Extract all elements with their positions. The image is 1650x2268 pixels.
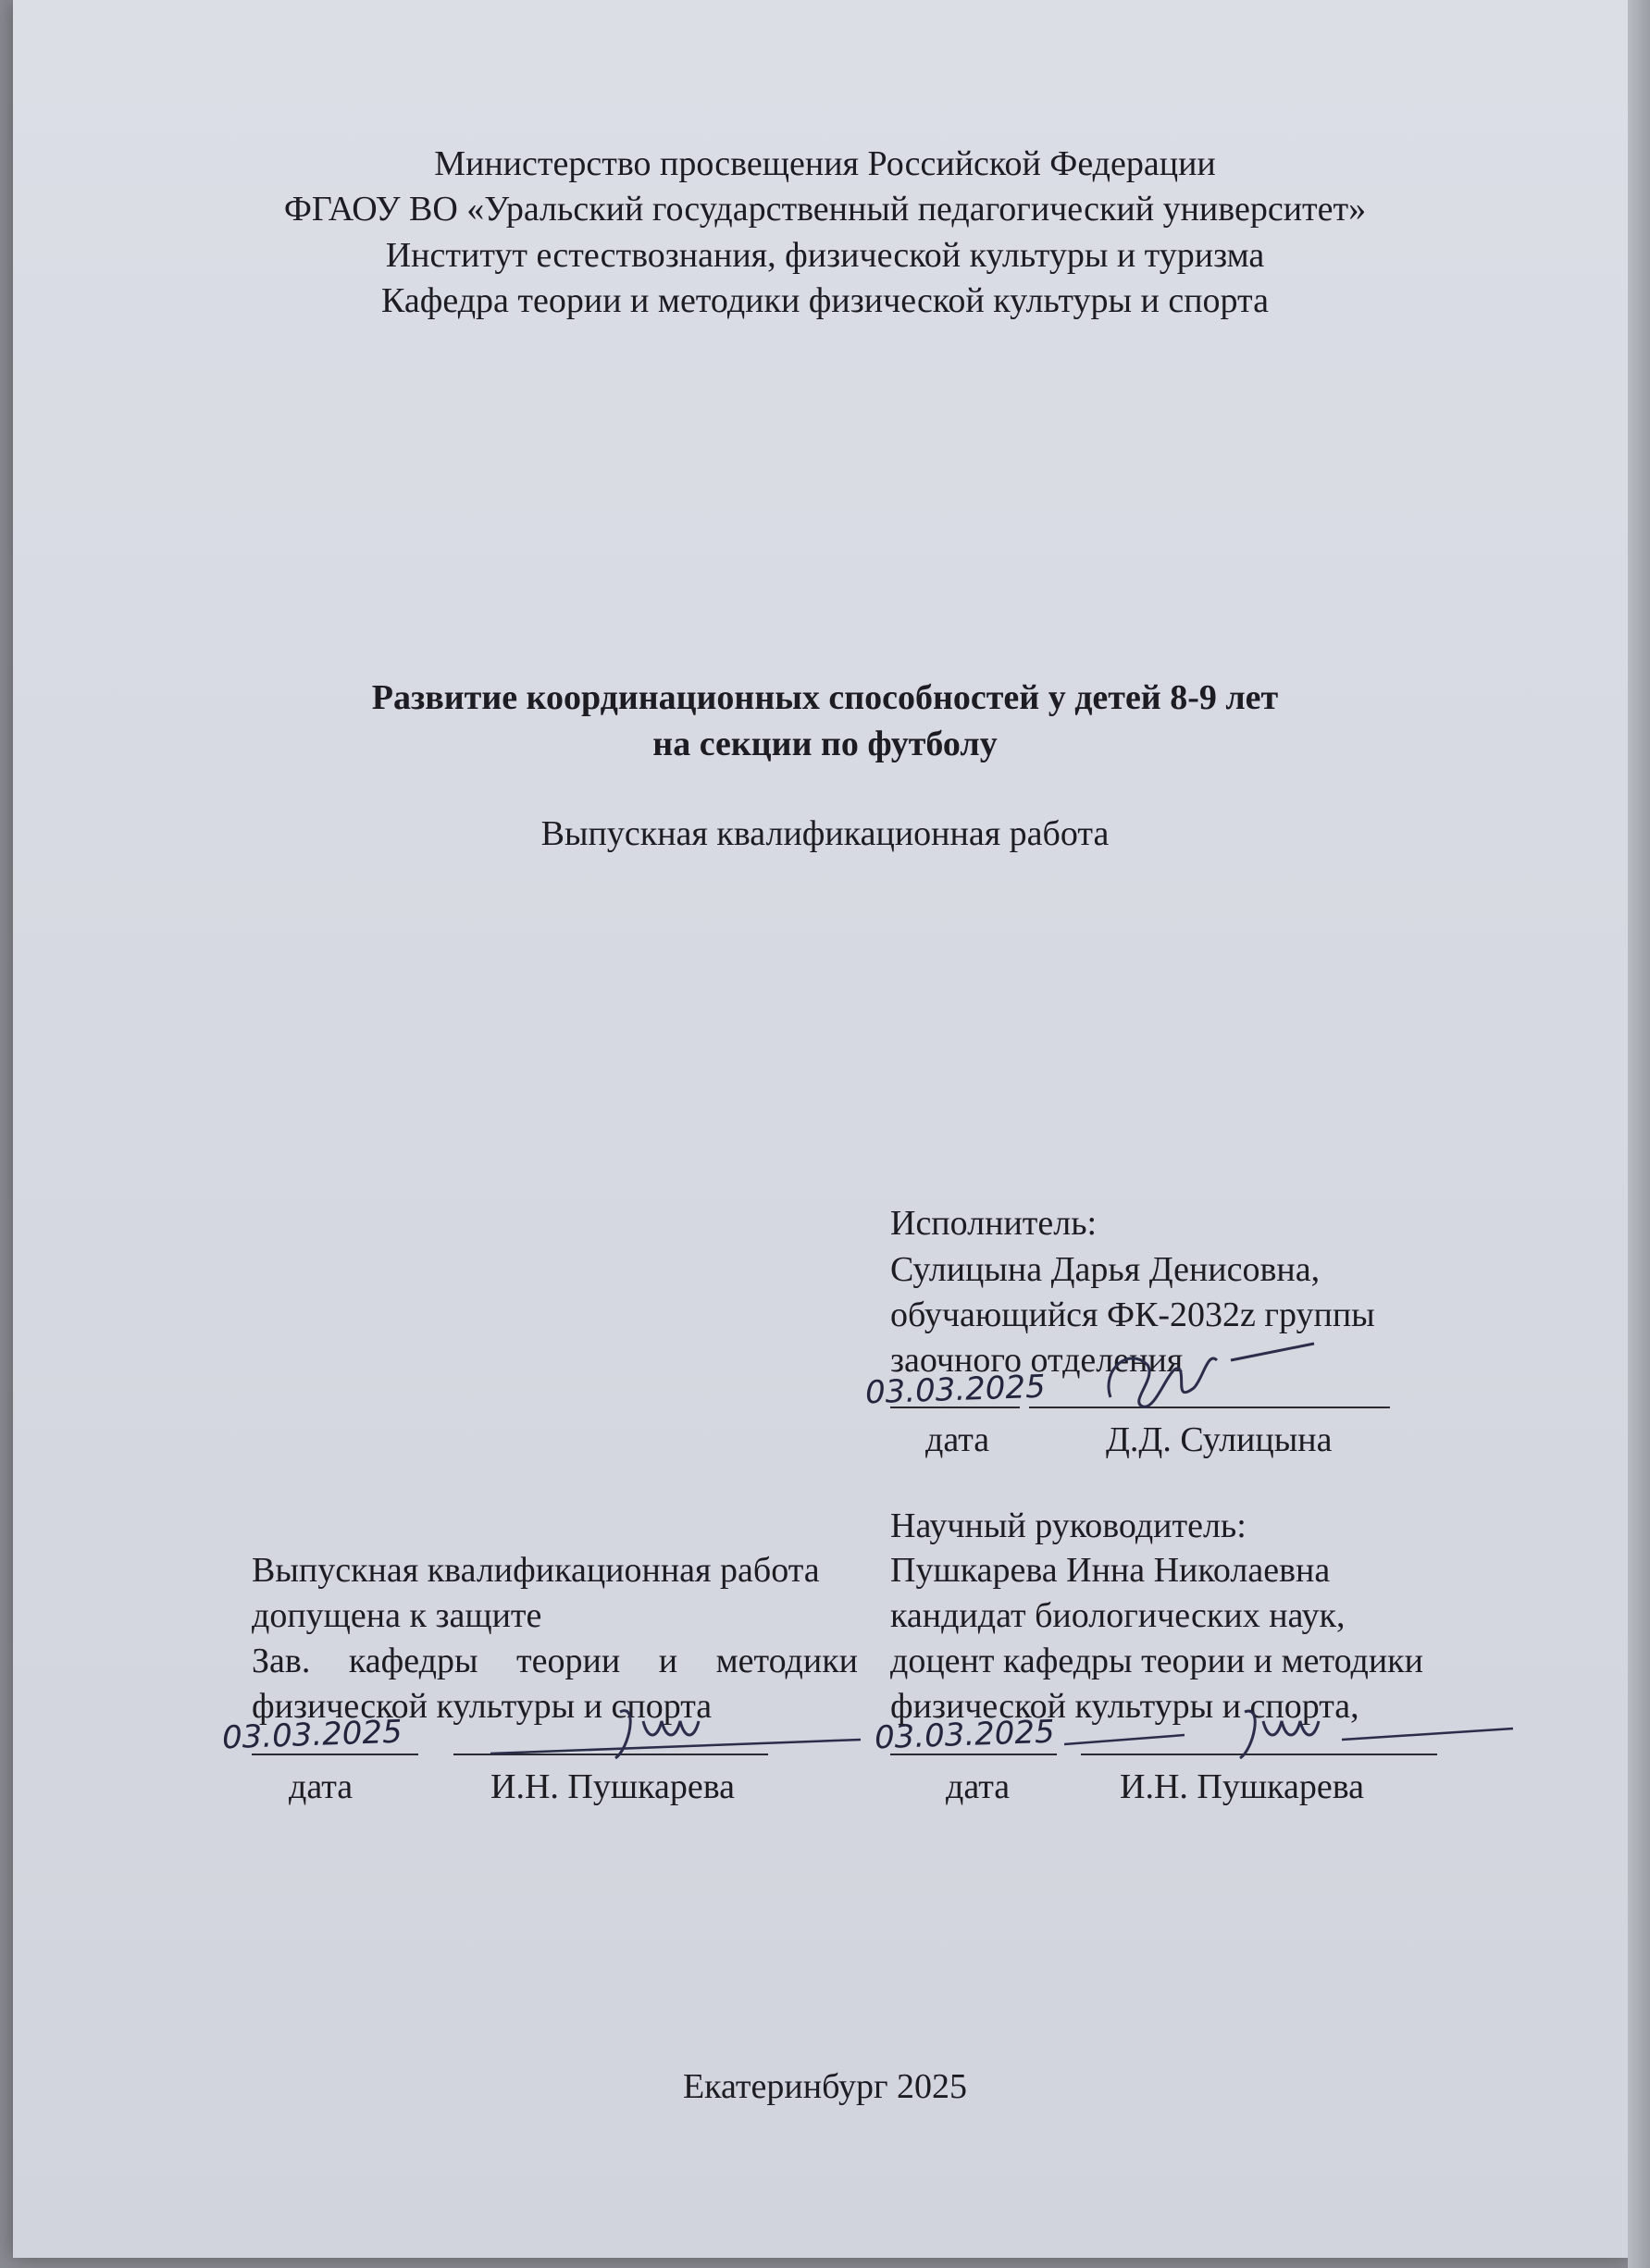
supervisor-degree: кандидат биологических наук, [890,1596,1346,1635]
supervisor-name: Пушкарева Инна Николаевна [890,1551,1331,1590]
executor-heading: Исполнитель: [890,1204,1098,1243]
executor-signature-caption: Д.Д. Сулицына [1106,1420,1333,1459]
admission-line-3: Зав. кафедры теории и методики [252,1642,858,1680]
executor-signature-image [1092,1332,1333,1425]
executor-group: обучающийся ФК-2032z группы [890,1295,1375,1334]
supervisor-heading: Научный руководитель: [890,1506,1247,1545]
admission-line-4: физической культуры и спорта [252,1687,713,1726]
executor-date-caption: дата [925,1420,990,1459]
admission-date-caption: дата [289,1767,354,1806]
university-line: ФГАОУ ВО «Уральский государственный педагогический университет» [283,190,1367,229]
paper-sheet [13,0,1628,2258]
work-type: Выпускная квалификационная работа [540,814,1110,853]
admission-date-handwritten: 03.03.2025 [221,1713,403,1757]
paper-edge [1628,0,1650,2268]
supervisor-position-2: физической культуры и спорта, [890,1687,1359,1726]
supervisor-date-handwritten: 03.03.2025 [874,1713,1056,1757]
admission-line-2: допущена к защите [252,1596,542,1635]
supervisor-signature-caption: И.Н. Пушкарева [1120,1767,1365,1806]
city-year: Екатеринбург 2025 [682,2067,968,2106]
admission-line-1: Выпускная квалификационная работа [252,1551,820,1590]
ministry-line: Министерство просвещения Российской Федерации [434,144,1216,183]
supervisor-signature-image [1064,1693,1527,1767]
admission-signature-image [481,1684,870,1767]
thesis-title-line-2: на секции по футболу [652,725,998,763]
supervisor-position: доцент кафедры теории и методики [890,1642,1423,1680]
executor-date-handwritten: 03.03.2025 [864,1368,1047,1412]
executor-department: заочного отделения [890,1341,1184,1380]
department-line: Кафедра теории и методики физической культуры и спорта [381,281,1269,320]
executor-name: Сулицына Дарья Денисовна, [890,1250,1321,1289]
institute-line: Институт естествознания, физической культуры и туризма [385,236,1265,275]
admission-signature-caption: И.Н. Пушкарева [490,1767,736,1806]
supervisor-date-caption: дата [946,1767,1011,1806]
thesis-title-line-1: Развитие координационных способностей у детей 8-9 лет [371,678,1279,717]
